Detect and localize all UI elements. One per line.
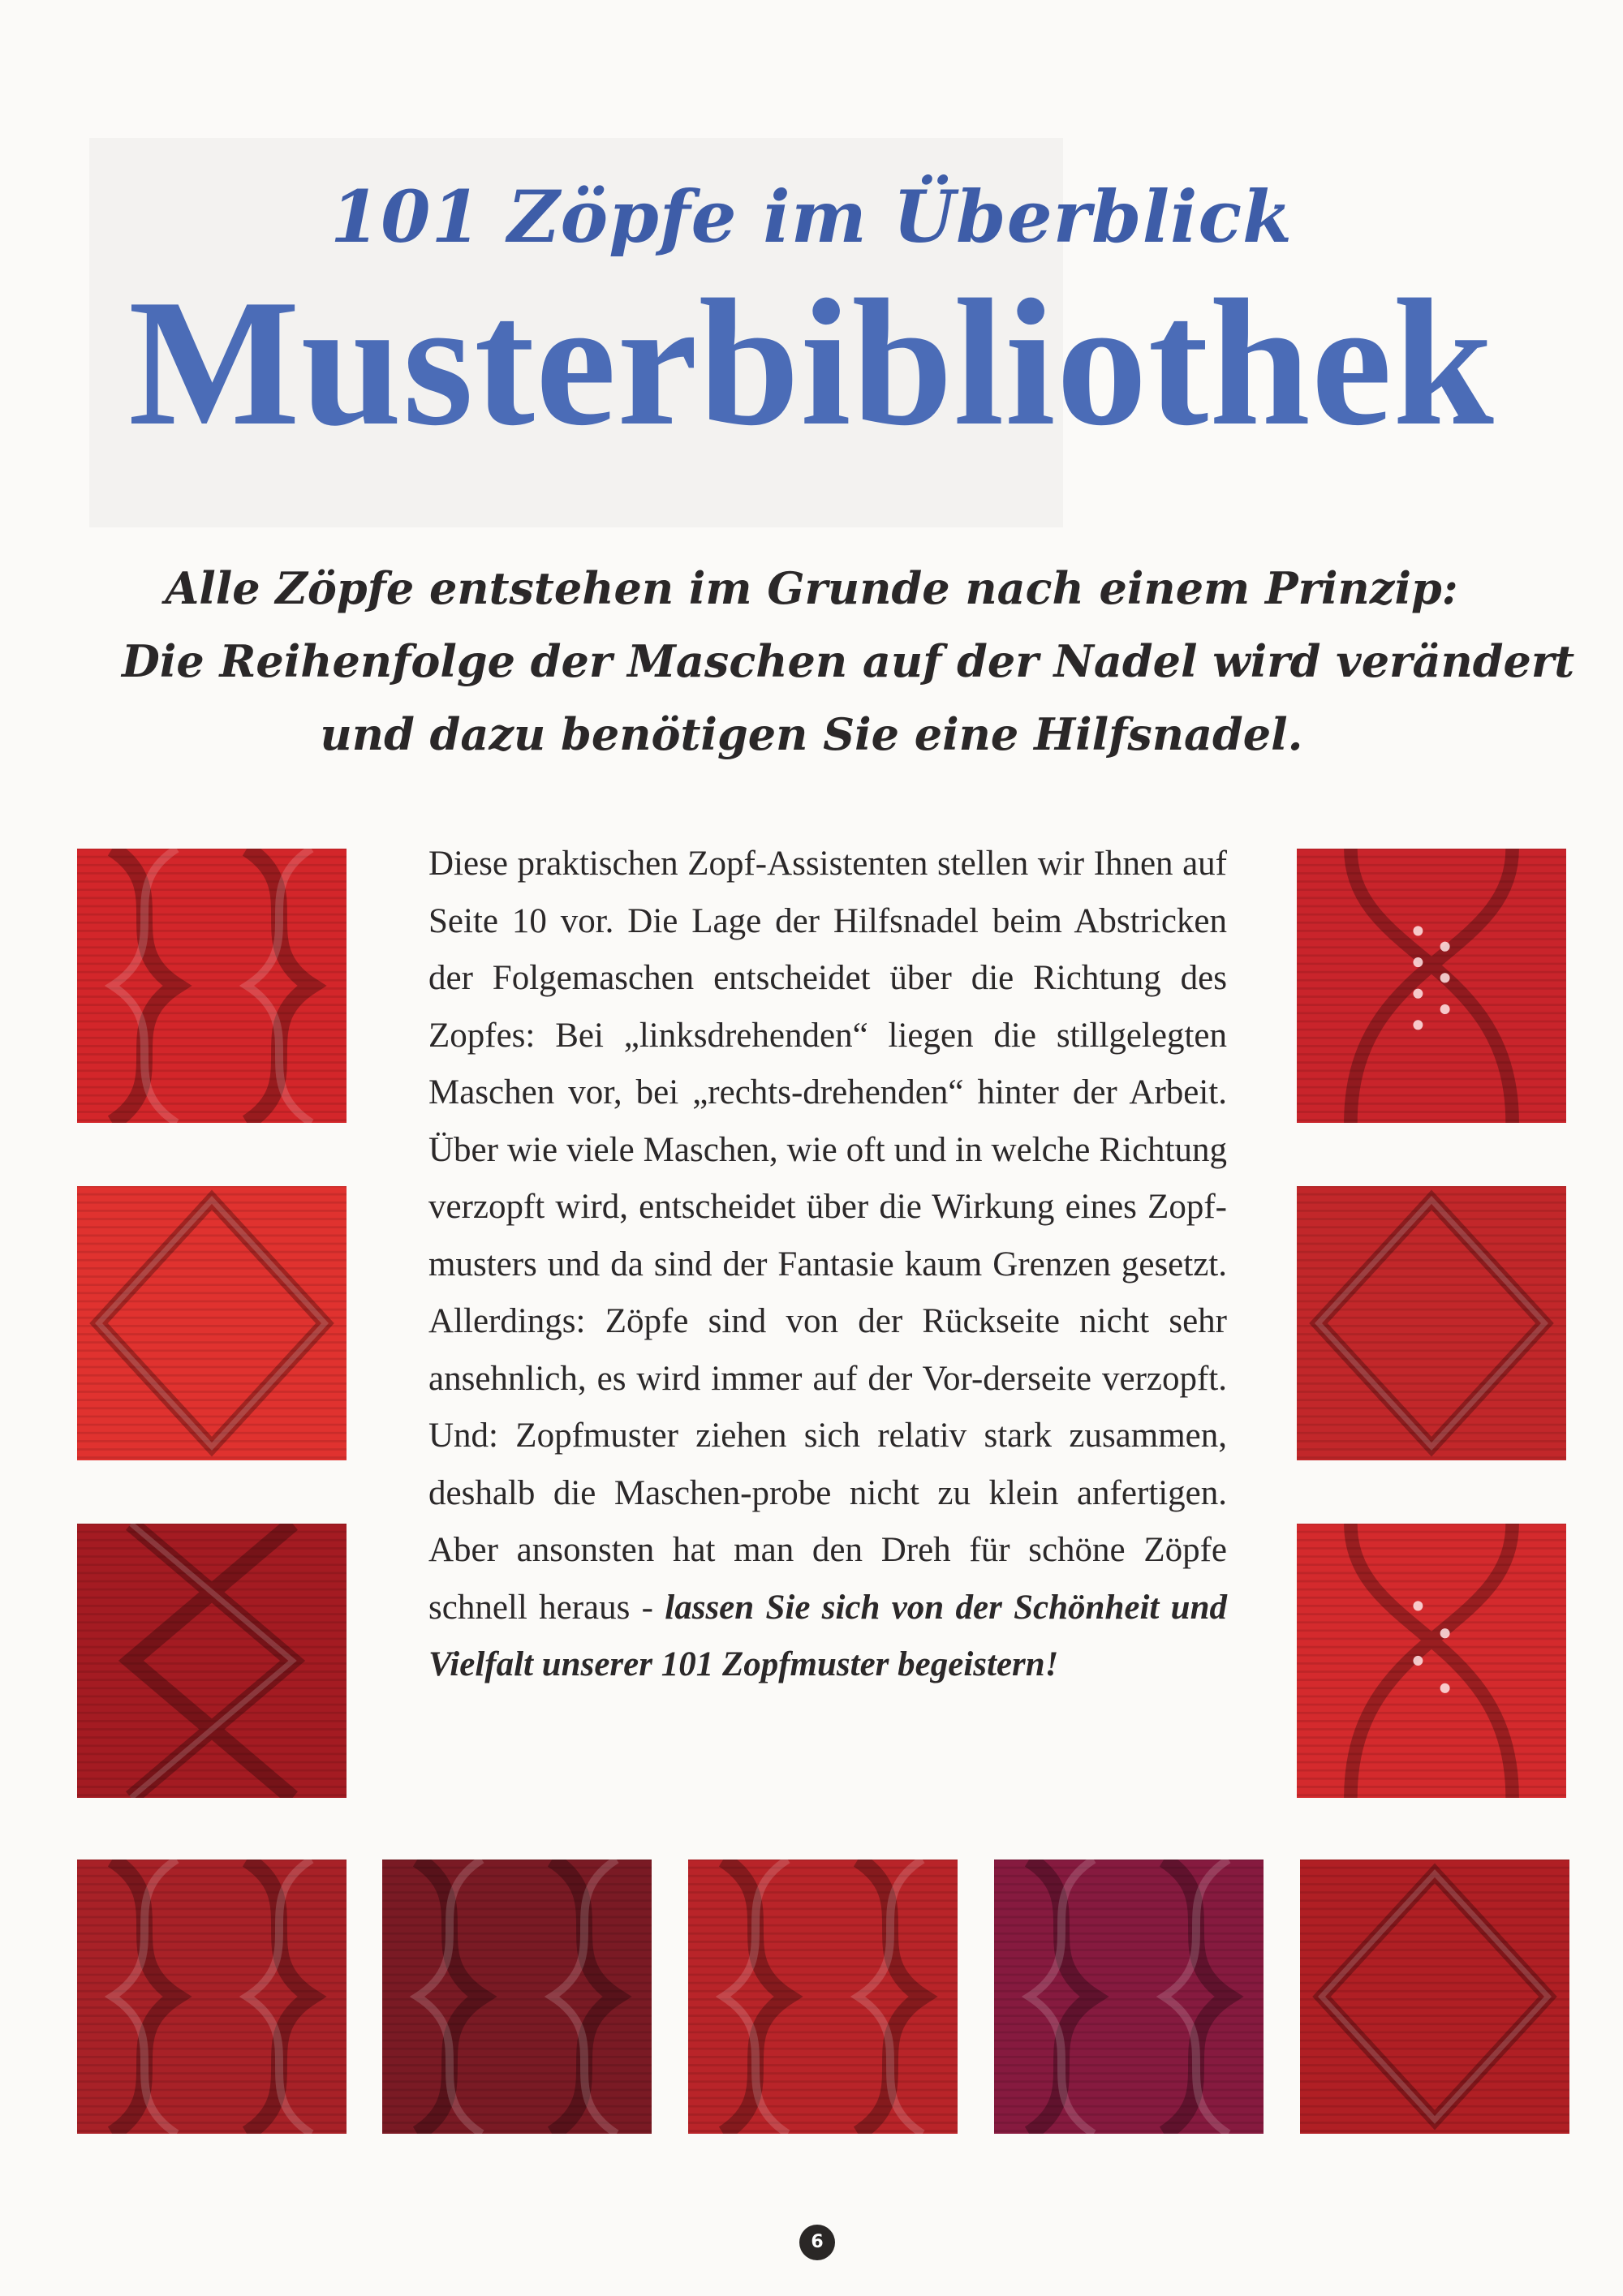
intro-line: Die Reihenfolge der Maschen auf der Nadel wird verändert	[122, 635, 1575, 687]
swatch-left-2	[77, 1186, 347, 1460]
intro-line: Alle Zöpfe entstehen im Grunde nach einem Prinzip:	[165, 562, 1458, 614]
swatch-right-2	[1297, 1186, 1566, 1460]
intro-lead	[122, 552, 1575, 771]
page-title: Musterbibliothek	[128, 262, 1495, 463]
swatch-right-3	[1297, 1524, 1566, 1798]
swatch-bottom-5	[1300, 1860, 1569, 2134]
swatch-bottom-4	[994, 1860, 1264, 2134]
swatch-bottom-1	[77, 1860, 347, 2134]
swatch-right-1	[1297, 849, 1566, 1123]
swatch-left-3	[77, 1524, 347, 1798]
swatch-bottom-2	[382, 1860, 652, 2134]
intro-line: und dazu benötigen Sie eine Hilfsnadel.	[320, 708, 1303, 760]
body-paragraph	[428, 836, 1227, 1694]
swatch-left-1	[77, 849, 347, 1123]
swatch-bottom-3	[688, 1860, 958, 2134]
page-kicker: 101 Zöpfe im Überblick	[329, 174, 1294, 259]
body-text-main: Diese praktischen Zopf-Assistenten stellen wir Ihnen auf Seite 10 vor. Die Lage der Hilfsnadel beim Abstricken der Folgemaschen entscheidet über die Richtung des Zopfes: Bei „linksdrehenden“ liegen die stillgelegten Maschen vor, bei „rechts-drehenden“ hinter der Arbeit. Über wie viele Maschen, wie oft und in welche Richtung verzopft wird, entscheidet über die Wirkung eines Zopf-musters und da sind der Fantasie kaum Grenzen gesetzt. Allerdings: Zöpfe sind von der Rückseite nicht sehr ansehnlich, es wird immer auf der Vor-derseite verzopft. Und: Zopfmuster ziehen sich relativ stark zusammen, deshalb die Maschen-probe nicht zu klein anfertigen. Aber ansonsten hat man den Dreh für schöne Zöpfe schnell heraus -	[428, 845, 1227, 1627]
body-text-emphasis: lassen Sie sich von der Schönheit und Vielfalt unserer 101 Zopfmuster begeistern!	[428, 1588, 1228, 1683]
page-number-badge: 6	[799, 2225, 835, 2260]
